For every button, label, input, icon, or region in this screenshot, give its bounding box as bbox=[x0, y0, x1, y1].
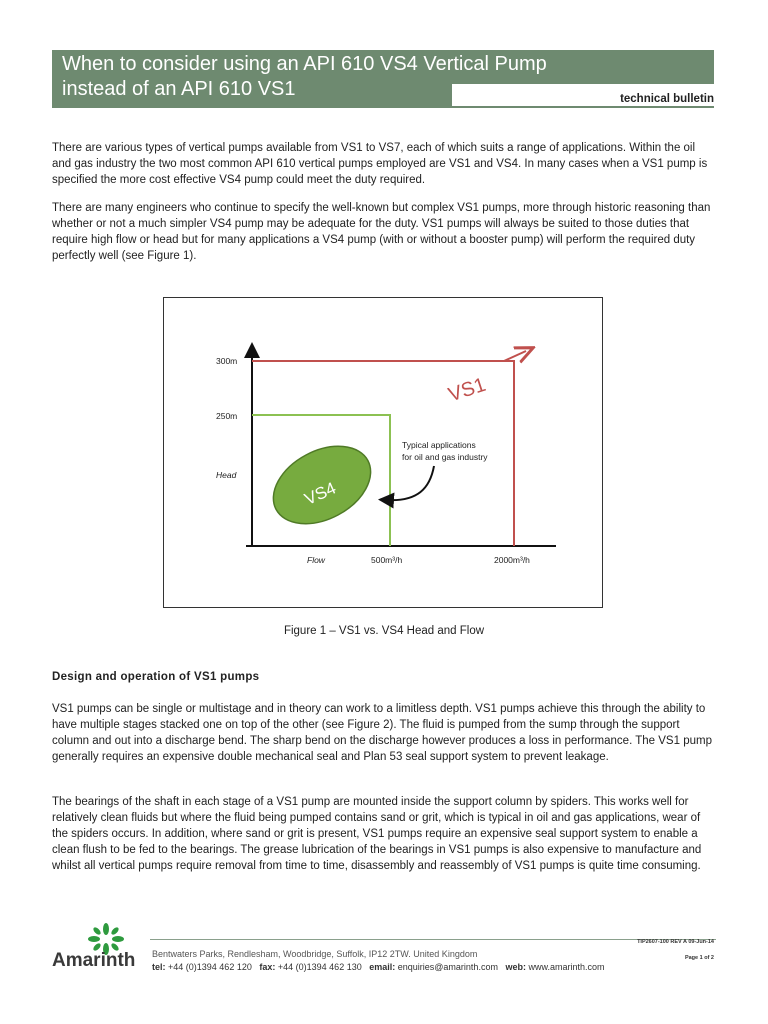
page-title bbox=[62, 52, 547, 102]
web-value[interactable]: www.amarinth.com bbox=[528, 962, 605, 972]
y-tick-300: 300m bbox=[216, 356, 238, 366]
email-value[interactable]: enquiries@amarinth.com bbox=[397, 962, 498, 972]
fax-label: fax: bbox=[259, 962, 276, 972]
tel-label: tel: bbox=[152, 962, 166, 972]
x-tick-2000: 2000m³/h bbox=[494, 555, 530, 565]
figure-1 bbox=[163, 297, 603, 608]
title-line-1: When to consider using an API 610 VS4 Vertical Pump bbox=[62, 53, 547, 75]
x-axis-label: Flow bbox=[307, 555, 325, 565]
y-tick-250: 250m bbox=[216, 411, 238, 421]
footer-rule bbox=[150, 939, 716, 940]
web-label: web: bbox=[505, 962, 526, 972]
bulletin-label: technical bulletin bbox=[620, 93, 714, 105]
annotation-line-2: for oil and gas industry bbox=[402, 452, 488, 462]
engineers-paragraph: There are many engineers who continue to specify the well-known but complex VS1 pumps, more through historic reasoning than whether or not a much simpler VS4 pump may be adequate for the duty. VS1 pumps will always be suited to those duties that require high flow or head but for many applications a VS4 pump (with or without a booster pump) will perform the required duty perfectly well (see Figure 1). bbox=[52, 202, 711, 262]
vs1-bearings-paragraph: The bearings of the shaft in each stage of a VS1 pump are mounted inside the support column by spiders. This works well for relatively clean fluids but where the fluid being pumped contains sand or grit, which is typical in oil and gas applications, wear of the spiders occurs. In addition, where sand or grit is present, VS1 pumps require an expensive seal support system to enable a clean flush to be fed to the bearings. The grease lubrication of the bearings in VS1 pumps is also expensive to manufacture and whilst all vertical pumps require removal from time to time, disassembly and reassembly of VS1 pumps is quite time consuming. bbox=[52, 796, 702, 872]
figure-caption: Figure 1 – VS1 vs. VS4 Head and Flow bbox=[283, 625, 485, 637]
annotation-arrow bbox=[386, 466, 434, 500]
intro-paragraph: There are various types of vertical pumps available from VS1 to VS7, each of which suits a range of applications. Within the oil and gas industry the two most common API 610 vertical pumps employed are VS1 and VS4. In many cases when a VS1 pump is specified the more cost effective VS4 pump could meet the duty required. bbox=[52, 142, 708, 186]
company-logo-text: Amarinth bbox=[52, 950, 136, 971]
vs1-design-paragraph: VS1 pumps can be single or multistage and in theory can work to a limitless depth. VS1 pumps achieve this through the ability to have multiple stages stacked one on top of the other (see Figure 2). The fluid is pumped from the sump through the support column and out into a discharge bend. The sharp bend on the discharge however produces a loss in performance. The VS1 pump generally requires an expensive double mechanical seal and Plan 53 seal support system to prevent leakage. bbox=[52, 703, 712, 763]
title-line-2: instead of an API 610 VS1 bbox=[62, 78, 296, 100]
tel-value: +44 (0)1394 462 120 bbox=[168, 962, 252, 972]
vs4-label: VS4 bbox=[301, 478, 339, 509]
x-tick-500: 500m³/h bbox=[371, 555, 403, 565]
annotation-line-1: Typical applications bbox=[402, 440, 476, 450]
page-number: Page 1 of 2 bbox=[684, 955, 714, 961]
section-heading: Design and operation of VS1 pumps bbox=[52, 671, 260, 683]
email-label: email: bbox=[369, 962, 396, 972]
footer-address: Bentwaters Parks, Rendlesham, Woodbridge, Suffolk, IP12 2TW. United Kingdom bbox=[152, 949, 478, 959]
y-axis-label: Head bbox=[216, 470, 237, 480]
head-flow-diagram bbox=[164, 298, 602, 607]
vs1-label: VS1 bbox=[445, 373, 489, 407]
document-reference: TIP2607-100 REV A 09-Jun-14 bbox=[637, 939, 714, 945]
header-rule bbox=[52, 106, 714, 108]
vs1-arrow bbox=[504, 351, 526, 361]
footer-contact bbox=[152, 962, 605, 972]
fax-value: +44 (0)1394 462 130 bbox=[277, 962, 362, 972]
